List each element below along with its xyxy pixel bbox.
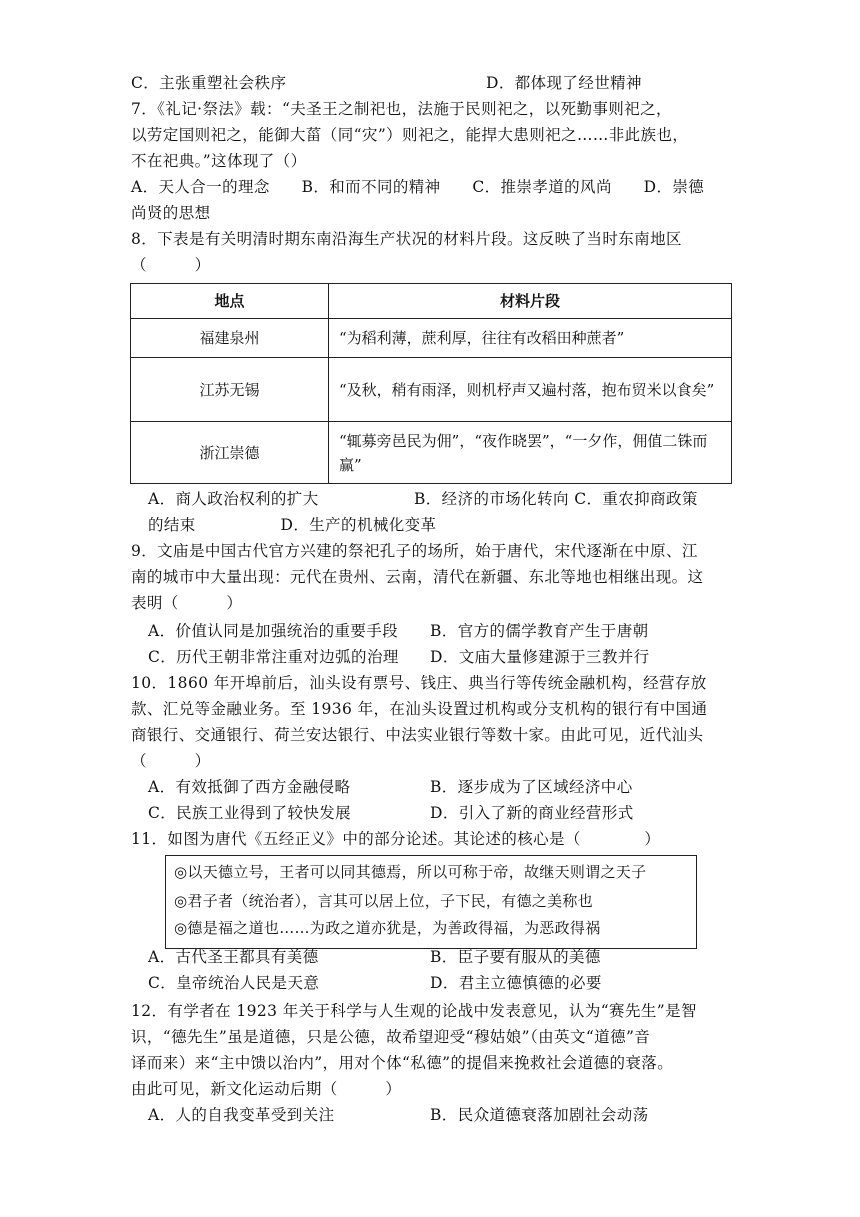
q7-stem-line-1: 7．《礼记·祭法》载：“夫圣王之制祀也，法施于民则祀之，以死勤事则祀之， xyxy=(131,100,672,118)
q9-stem-line-1: 9．文庙是中国古代官方兴建的祭祀孔子的场所，始于唐代，宋代逐渐在中原、江 xyxy=(131,542,698,560)
q9-stem-line-2: 南的城市中大量出现：元代在贵州、云南，清代在新疆、东北等地也相继出现。这 xyxy=(131,568,704,586)
table-row xyxy=(131,319,732,358)
q8-options-line-2: 的结束 D．生产的机械化变革 xyxy=(148,516,437,534)
q12-stem-line-1: 12．有学者在 1923 年关于科学与人生观的论战中发表意见，认为“赛先生”是智 xyxy=(131,1002,697,1020)
q11-option-c: C．皇帝统治人民是天意 xyxy=(148,974,320,992)
q10-option-d: D．引入了新的商业经营形式 xyxy=(430,804,634,822)
q11-option-a: A．古代圣王都具有美德 xyxy=(148,948,319,966)
q8-stem-line-2: （ ） xyxy=(131,256,211,274)
q7-options-line-2: 尚贤的思想 xyxy=(131,204,211,222)
q8-stem-line-1: 8．下表是有关明清时期东南沿海生产状况的材料片段。这反映了当时东南地区 xyxy=(131,230,682,248)
q9-option-c: C．历代王朝非常注重对边弧的治理 xyxy=(148,648,399,666)
q12-stem-line-2: 识，“德先生”虽是道德，只是公德，故希望迎受“穆姑娘”（由英文“道德”音 xyxy=(131,1028,651,1046)
q6-option-c: C．主张重塑社会秩序 xyxy=(131,74,287,92)
table-cell-place: 江苏无锡 xyxy=(131,358,329,422)
q12-option-a: A．人的自我变革受到关注 xyxy=(148,1106,335,1124)
q11-option-d: D．君主立德慎德的必要 xyxy=(430,974,602,992)
q12-stem-line-3: 译而来）来“主中馈以治内”，用对个体“私德”的提倡来挽救社会道德的衰落。 xyxy=(131,1054,674,1072)
q10-option-a: A．有效抵御了西方金融侵略 xyxy=(148,778,351,796)
q10-option-b: B．逐步成为了区域经济中心 xyxy=(430,778,633,796)
q7-options-line-1: A．天人合一的理念 B．和而不同的精神 C．推崇孝道的风尚 D．崇德 xyxy=(131,178,705,196)
q11-stem: 11．如图为唐代《五经正义》中的部分论述。其论述的核心是（ ） xyxy=(131,830,661,848)
q9-stem-line-3: 表明（ ） xyxy=(131,594,243,612)
q10-stem-line-1: 10．1860 年开埠前后，汕头设有票号、钱庄、典当行等传统金融机构，经营存放 xyxy=(131,674,707,692)
table-cell-material: “及秋，稍有雨泽，则机杼声又遍村落，抱布贸米以食矣” xyxy=(329,358,732,422)
q8-options-line-1: A．商人政治权利的扩大 B．经济的市场化转向 C．重农抑商政策 xyxy=(148,490,698,508)
q6-option-d: D．都体现了经世精神 xyxy=(486,74,642,92)
q9-option-a: A．价值认同是加强统治的重要手段 xyxy=(148,622,399,640)
q11-quote-box xyxy=(165,855,697,949)
q11-quote-line: ◎君子者（统治者），言其可以居上位，子下民，有德之美称也 xyxy=(174,892,593,910)
table-cell-material: “为稻利薄，蔗利厚，往往有改稻田种蔗者” xyxy=(329,319,732,358)
q8-material-table xyxy=(130,283,732,484)
q12-option-b: B．民众道德衰落加剧社会动荡 xyxy=(430,1106,649,1124)
table-header-place: 地点 xyxy=(131,284,329,319)
table-header-row xyxy=(131,284,732,319)
table-cell-place: 福建泉州 xyxy=(131,319,329,358)
q10-option-c: C．民族工业得到了较快发展 xyxy=(148,804,352,822)
table-header-material: 材料片段 xyxy=(329,284,732,319)
table-cell-place: 浙江崇德 xyxy=(131,422,329,484)
q11-quote-line: ◎德是福之道也……为政之道亦犹是，为善政得福，为恶政得祸 xyxy=(174,919,601,937)
q11-option-b: B．臣子要有服从的美德 xyxy=(430,948,601,966)
table-cell-material: “辄募旁邑民为佣”，“夜作晓罢”，“一夕作，佣值二铢而赢” xyxy=(329,422,732,484)
q12-stem-line-4: 由此可见，新文化运动后期（ ） xyxy=(131,1080,402,1098)
q10-stem-line-4: （ ） xyxy=(131,752,211,770)
table-row xyxy=(131,358,732,422)
q11-quote-line: ◎以天德立号，王者可以同其德焉，所以可称于帝，故继天则谓之天子 xyxy=(174,863,647,881)
q9-option-d: D．文庙大量修建源于三教并行 xyxy=(430,648,650,666)
q7-stem-line-2: 以劳定国则祀之，能御大菑（同“灾”）则祀之，能捍大患则祀之……非此族也， xyxy=(131,126,689,144)
q10-stem-line-3: 商银行、交通银行、荷兰安达银行、中法实业银行等数十家。由此可见，近代汕头 xyxy=(131,726,704,744)
q10-stem-line-2: 款、汇兑等金融业务。至 1936 年，在汕头设置过机构或分支机构的银行有中国通 xyxy=(131,700,708,718)
q7-stem-line-3: 不在祀典。”这体现了（） xyxy=(131,152,307,170)
q9-option-b: B．官方的儒学教育产生于唐朝 xyxy=(430,622,649,640)
table-row xyxy=(131,422,732,484)
